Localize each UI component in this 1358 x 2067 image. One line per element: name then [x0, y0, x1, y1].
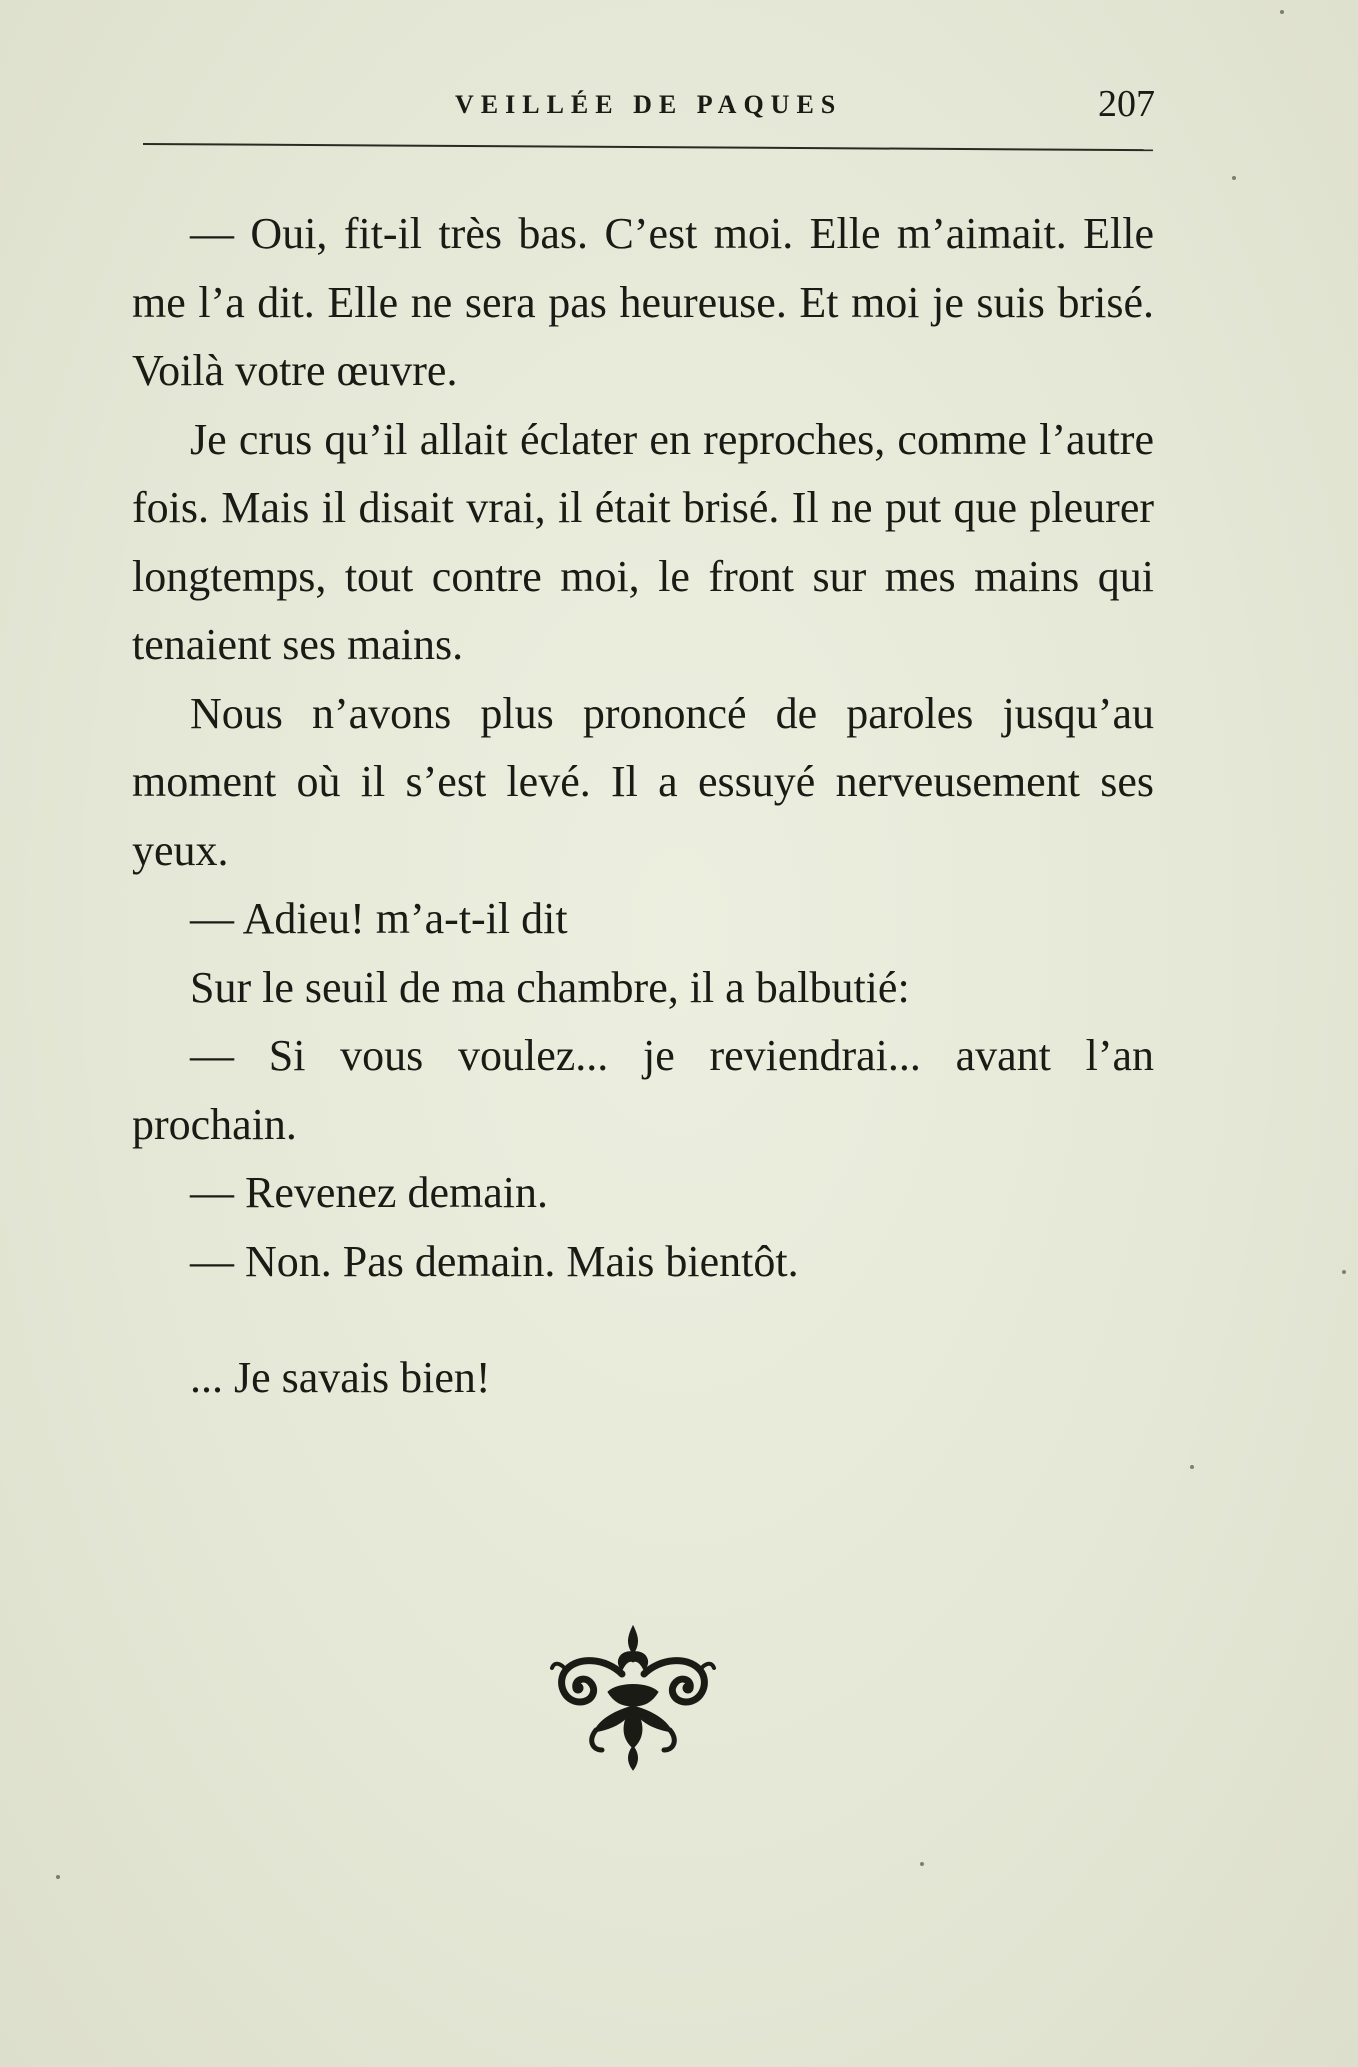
paragraph: — Adieu! m’a-t-il dit [190, 894, 568, 943]
header-rule [143, 143, 1153, 151]
paper-speck [1232, 176, 1236, 180]
paragraph: Sur le seuil de ma chambre, il a balbutié: [190, 962, 910, 1012]
page-number: 207 [1098, 83, 1155, 125]
running-title: VEILLÉE DE PAQUES [455, 90, 843, 119]
running-head [145, 82, 1155, 132]
paragraph: — Oui, fit-il très bas. C’est moi. Elle m’aimait. Elle me l’a dit. Elle ne sera pas heureuse. Et moi je suis brisé. Voilà votre œuvre. [132, 209, 1154, 395]
paper-speck [56, 1875, 60, 1879]
paragraph: — Non. Pas demain. Mais bientôt. [190, 1236, 799, 1286]
paragraph: — Si vous voulez... je reviendrai... avant l’an prochain. [132, 1031, 1154, 1149]
closing-line: ... Je savais bien! [190, 1353, 491, 1402]
paragraph: Je crus qu’il allait éclater en reproches, comme l’autre fois. Mais il disait vrai, il était brisé. Il ne put que pleurer longtemps, tout contre moi, le front sur mes mains qui tenaient ses mains. [132, 414, 1154, 669]
paper-speck [1280, 10, 1284, 14]
body-text [132, 200, 1154, 1413]
paragraph: Nous n’avons plus prononcé de paroles jusqu’au moment où il s’est levé. Il a essuyé nerveusement ses yeux. [132, 688, 1154, 875]
fleuron-ornament-icon [548, 1622, 718, 1772]
paper-speck [920, 1862, 924, 1866]
paper-speck [1190, 1465, 1194, 1469]
paragraph: — Revenez demain. [190, 1168, 548, 1217]
paper-speck [1342, 1270, 1346, 1274]
